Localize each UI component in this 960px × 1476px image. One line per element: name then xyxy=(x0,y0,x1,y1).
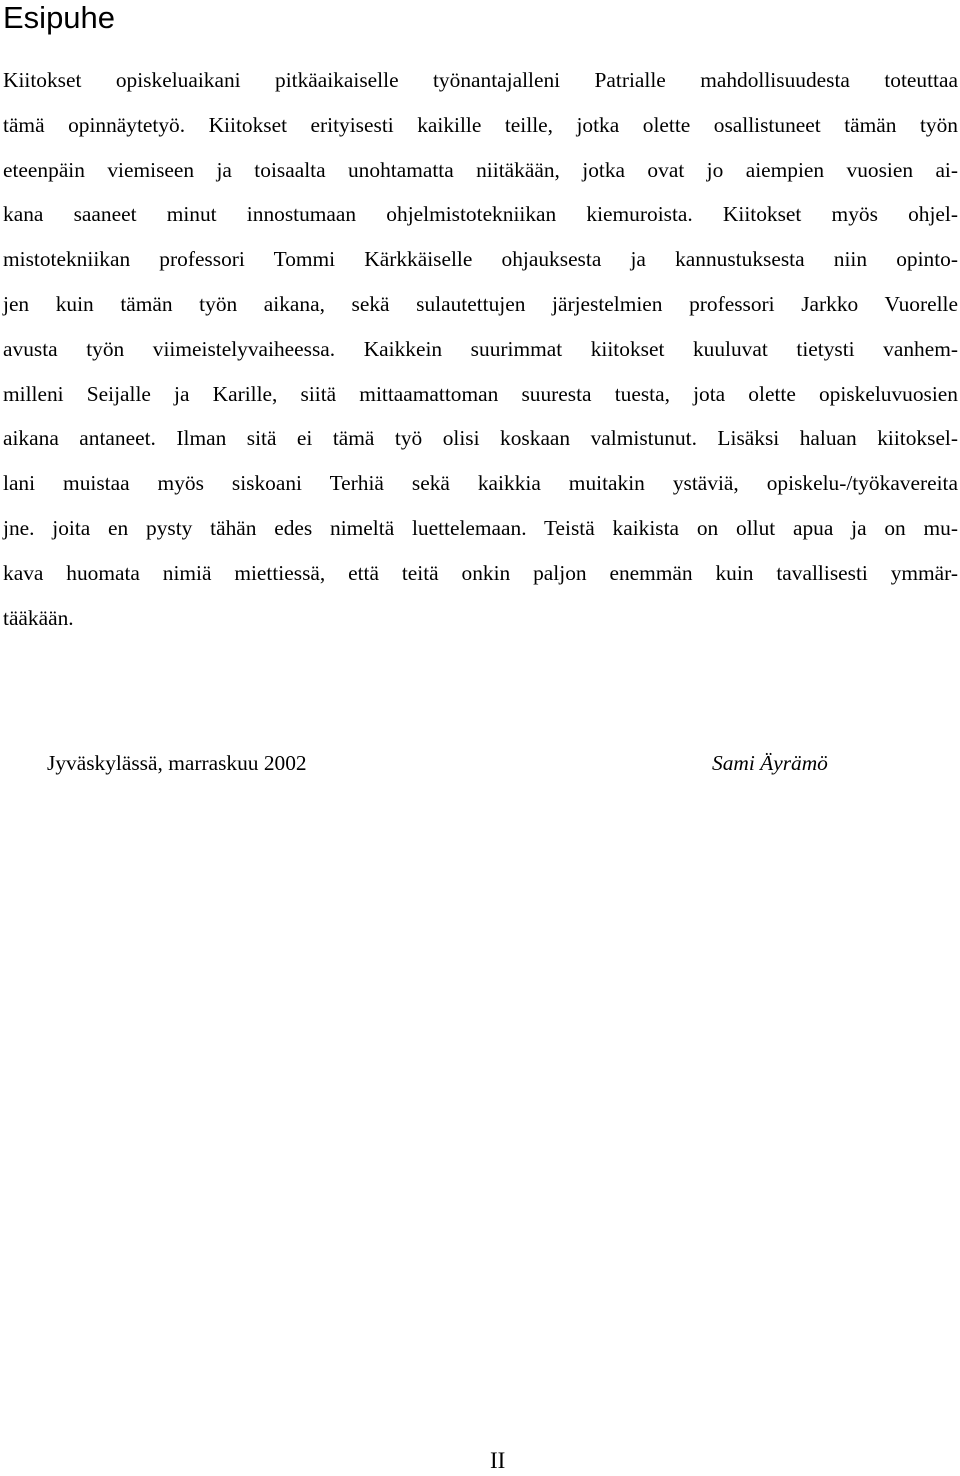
paragraph-line: aikana antaneet. Ilman sitä ei tämä työ olisi koskaan valmistunut. Lisäksi haluan kiitoksel- xyxy=(3,426,958,451)
paragraph-line: avusta työn viimeistelyvaiheessa. Kaikkein suurimmat kiitokset kuuluvat tietysti vanhem- xyxy=(3,336,958,361)
paragraph-line: tääkään. xyxy=(3,605,74,630)
paragraph-line: jne. joita en pysty tähän edes nimeltä luettelemaan. Teistä kaikista on ollut apua ja on mu- xyxy=(3,515,958,540)
paragraph-line: eteenpäin viemiseen ja toisaalta unohtamatta niitäkään, jotka ovat jo aiempien vuosien ai- xyxy=(3,157,958,182)
signature-author-name: Sami Äyrämö xyxy=(712,751,828,775)
paragraph-line: milleni Seijalle ja Karille, siitä mittaamattoman suuresta tuesta, jota olette opiskeluvuosien xyxy=(3,381,958,406)
paragraph-line: Kiitokset opiskeluaikani pitkäaikaiselle työnantajalleni Patrialle mahdollisuudesta toteuttaa xyxy=(3,68,958,92)
paragraph-line: tämä opinnäytetyö. Kiitokset erityisesti kaikille teille, jotka olette osallistuneet tämän työn xyxy=(3,112,958,137)
signature-place-date: Jyväskylässä, marraskuu 2002 xyxy=(47,751,307,775)
paragraph-line: kana saaneet minut innostumaan ohjelmistotekniikan kiemuroista. Kiitokset myös ohjel- xyxy=(3,202,958,227)
paragraph-line: kava huomata nimiä miettiessä, että teitä onkin paljon enemmän kuin tavallisesti ymmär- xyxy=(3,560,958,585)
paragraph-line: jen kuin tämän työn aikana, sekä sulautettujen järjestelmien professori Jarkko Vuorelle xyxy=(3,291,958,316)
page-number: II xyxy=(490,1448,506,1473)
paragraph-line: lani muistaa myös siskoani Terhiä sekä kaikkia muitakin ystäviä, opiskelu-/työkavereita xyxy=(3,471,958,496)
page-heading: Esipuhe xyxy=(3,0,116,35)
preface-paragraph xyxy=(3,58,958,640)
paragraph-line: mistotekniikan professori Tommi Kärkkäiselle ohjauksesta ja kannustuksesta niin opinto- xyxy=(3,247,958,272)
